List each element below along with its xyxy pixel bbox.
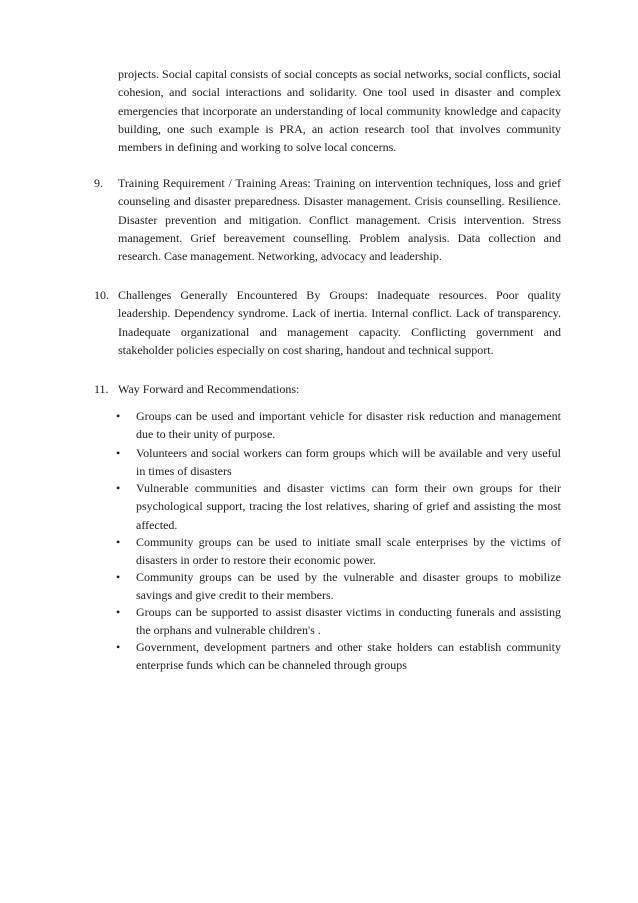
item-way-forward-heading: Way Forward and Recommendations: xyxy=(118,382,300,396)
bullet-icon: • xyxy=(116,409,121,423)
intro-paragraph: projects. Social capital consists of social concepts as social networks, social conflicts, social cohesion, and social interactions and solidarity. One tool used in disaster and complex emergencies that incorporate an understanding of local community knowledge and capacity building, one such example is PRA, an action research tool that involves community members in defining and working to solve local concerns. xyxy=(118,67,561,155)
bullet-item: Community groups can be used by the vulnerable and disaster groups to mobilize savings and give credit to their members. xyxy=(136,570,561,603)
item-training-requirements: Training Requirement / Training Areas: Training on intervention techniques, loss and grief counseling and disaster preparedness. Disaster management. Crisis counselling. Resilience. Disaster prevention and mitigation. Conflict management. Crisis intervention. Stress management. Grief bereavement counselling. Problem analysis. Data collection and research. Case management. Networking, advocacy and leadership. xyxy=(118,176,561,264)
bullet-item: Groups can be supported to assist disaster victims in conducting funerals and assisting the orphans and vulnerable children's . xyxy=(136,605,561,638)
item-number: 10. xyxy=(94,288,109,302)
bullet-icon: • xyxy=(116,570,121,584)
bullet-icon: • xyxy=(116,640,121,654)
bullet-icon: • xyxy=(116,605,121,619)
bullet-item: Community groups can be used to initiate small scale enterprises by the victims of disasters in order to restore their economic power. xyxy=(136,535,561,568)
bullet-item: Government, development partners and other stake holders can establish community enterprise funds which can be channeled through groups xyxy=(136,640,561,673)
item-number: 11. xyxy=(94,382,109,396)
bullet-item: Groups can be used and important vehicle for disaster risk reduction and management due to their unity of purpose. xyxy=(136,409,561,442)
item-number: 9. xyxy=(94,176,103,190)
bullet-icon: • xyxy=(116,481,121,495)
bullet-icon: • xyxy=(116,446,121,460)
bullet-item: Vulnerable communities and disaster victims can form their own groups for their psychological support, tracing the lost relatives, sharing of grief and assisting the most affected. xyxy=(136,481,561,532)
bullet-item: Volunteers and social workers can form groups which will be available and very useful in times of disasters xyxy=(136,446,561,479)
item-challenges: Challenges Generally Encountered By Groups: Inadequate resources. Poor quality leadership. Dependency syndrome. Lack of inertia. Internal conflict. Lack of transparency. Inadequate organizational and management capacity. Conflicting government and stakeholder policies especially on cost sharing, handout and technical support. xyxy=(118,288,561,357)
bullet-icon: • xyxy=(116,535,121,549)
